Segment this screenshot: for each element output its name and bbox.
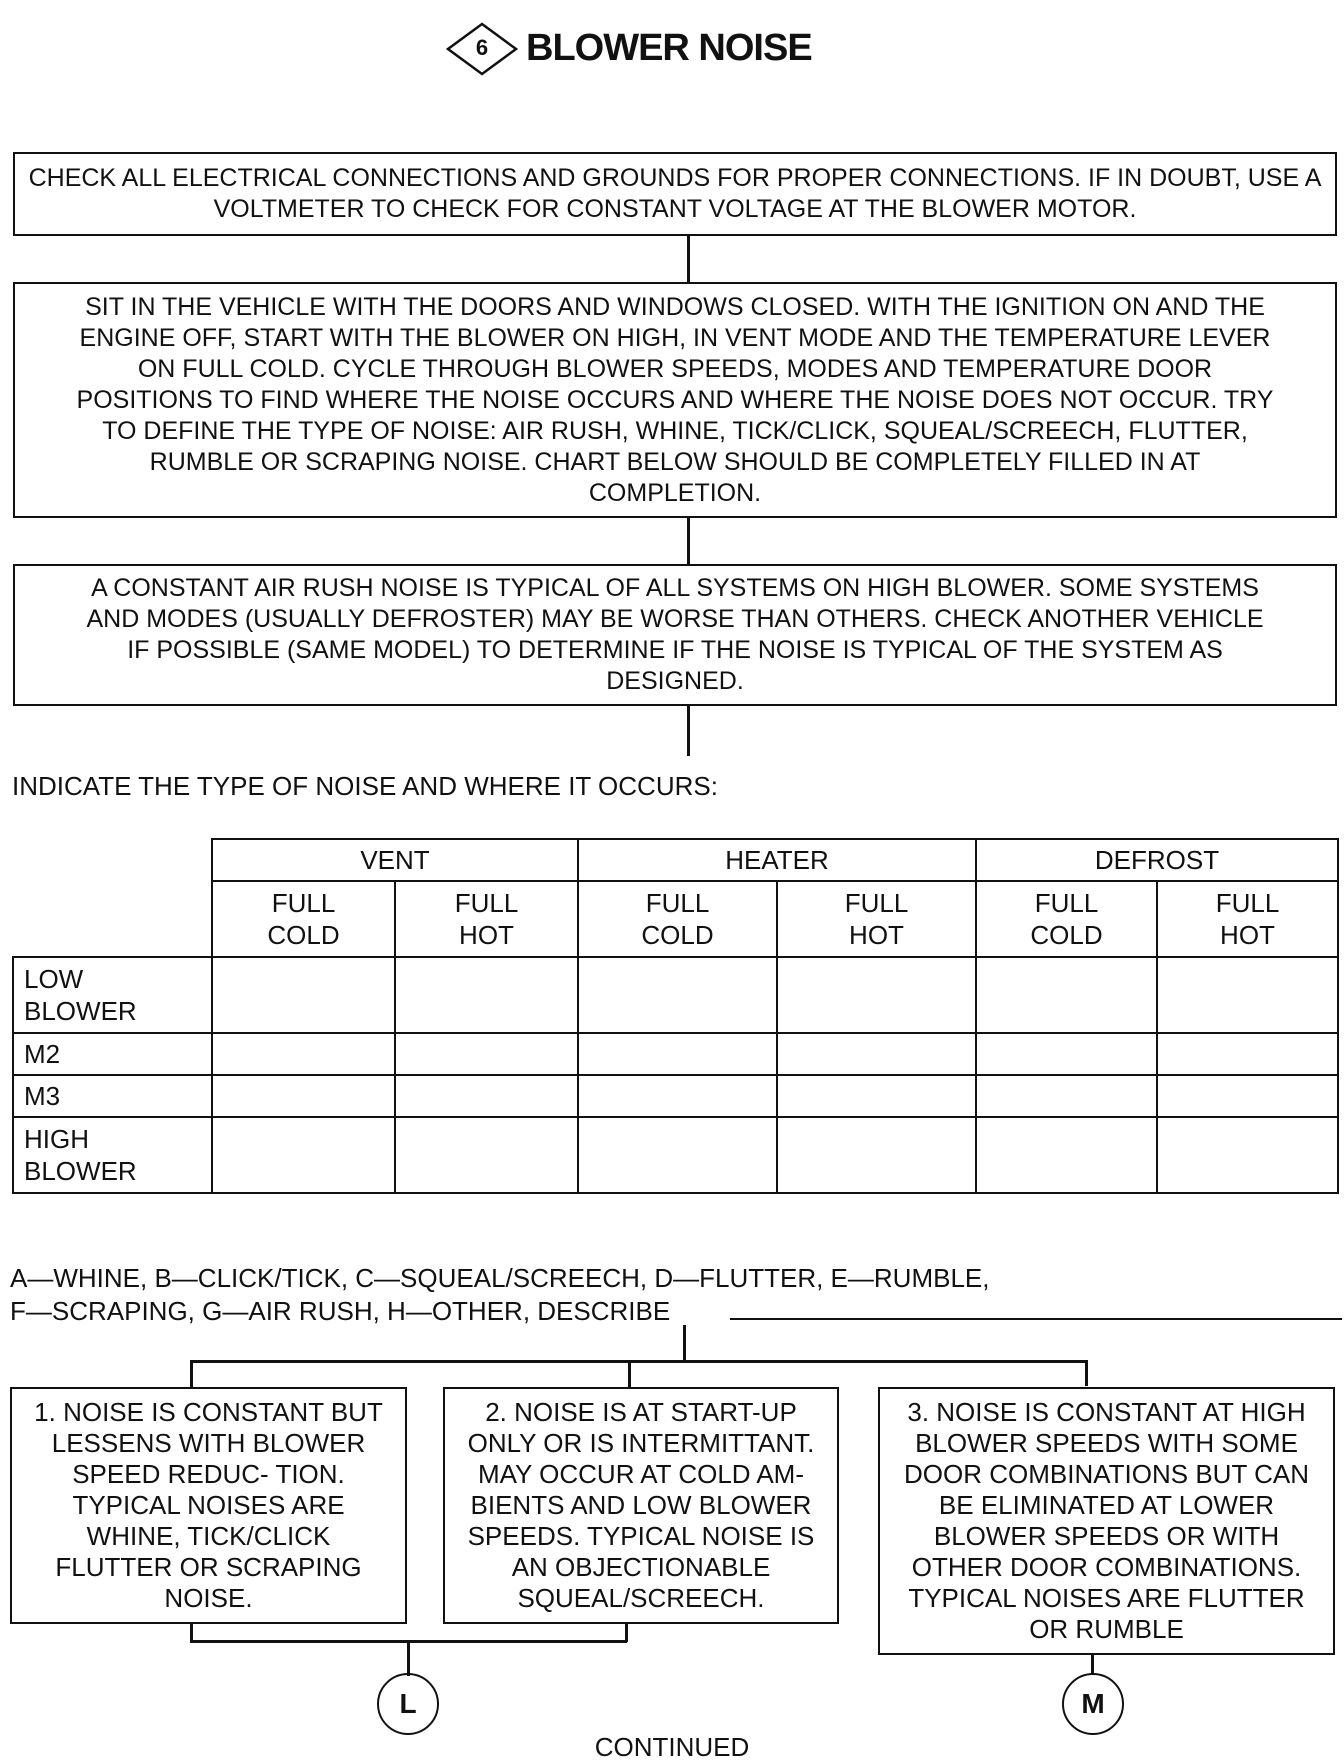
chart-cell[interactable] [1157,1033,1338,1075]
indicate-label: INDICATE THE TYPE OF NOISE AND WHERE IT OCCURS: [12,771,718,801]
page-title: BLOWER NOISE [526,27,812,69]
branch-drop [1085,1360,1088,1386]
table-row [13,957,1338,1033]
outcome-text-2: 2. NOISE IS AT START-UP ONLY OR IS INTERMITTANT. MAY OCCUR AT COLD AM- BIENTS AND LOW BLOWER SPEEDS. TYPICAL NOISE IS AN OBJECTIONABLE SQUEAL/SCREECH. [467,1397,815,1613]
legend-line-2: F—SCRAPING, G—AIR RUSH, H—OTHER, DESCRIBE [10,1296,671,1326]
constant-air-rush-text: A CONSTANT AIR RUSH NOISE IS TYPICAL OF ALL SYSTEMS ON HIGH BLOWER. SOME SYSTEMS AND MODES (USUALLY DEFROSTER) MAY BE WORSE THAN OTHERS. CHECK ANOTHER VEHICLE IF POSSIBLE (SAME MODEL) TO DETERMINE IF THE NOISE IS TYPICAL OF THE SYSTEM AS DESIGNED. [86,574,1264,695]
row-header: M2 [13,1033,212,1075]
table-row [13,1033,1338,1075]
sit-in-vehicle-text: SIT IN THE VEHICLE WITH THE DOORS AND WINDOWS CLOSED. WITH THE IGNITION ON AND THE ENGINE OFF, START WITH THE BLOWER ON HIGH, IN VENT MODE AND THE TEMPERATURE LEVER ON FULL COLD. CYCLE THROUGH BLOWER SPEEDS, MODES AND TEMPERATURE DOOR POSITIONS TO FIND WHERE THE NOISE OCCURS AND WHERE THE NOISE DOES NOT OCCUR. TRY TO DEFINE THE TYPE OF NOISE: AIR RUSH, WHINE, TICK/CLICK, SQUEAL/SCREECH, FLUTTER, RUMBLE OR SCRAPING NOISE. CHART BELOW SHOULD BE COMPLETELY FILLED IN AT COMPLETION. [76,292,1274,507]
mode-header-defrost: DEFROST [976,839,1338,881]
chart-cell[interactable] [395,957,578,1033]
chart-cell[interactable] [976,957,1157,1033]
chart-cell[interactable] [212,957,395,1033]
step-number: 6 [475,35,489,60]
chart-cell[interactable] [578,1075,777,1117]
branch-drop [190,1360,193,1388]
mode-header-vent: VENT [212,839,578,881]
chart-cell[interactable] [212,1075,395,1117]
chart-corner [13,839,212,881]
outcome-box-1 [10,1387,407,1624]
continued-label: CONTINUED [594,1732,750,1762]
temp-header: FULL COLD [212,881,395,957]
chart-cell[interactable] [395,1075,578,1117]
outcome-box-2 [443,1387,839,1624]
flow-line [683,1325,686,1361]
outcome-box-3 [878,1387,1335,1655]
branch-line [190,1360,1087,1363]
chart-cell[interactable] [212,1033,395,1075]
chart-cell[interactable] [777,1033,976,1075]
flow-line [687,706,690,756]
temp-header: FULL COLD [578,881,777,957]
chart-cell[interactable] [578,1117,777,1193]
table-row [13,1075,1338,1117]
temp-header: FULL COLD [976,881,1157,957]
chart-cell[interactable] [395,1117,578,1193]
connector-l[interactable]: L [377,1673,439,1735]
chart-cell[interactable] [976,1033,1157,1075]
temp-header: FULL HOT [777,881,976,957]
chart-cell[interactable] [1157,1117,1338,1193]
chart-cell[interactable] [976,1075,1157,1117]
chart-cell[interactable] [777,1117,976,1193]
constant-air-rush-box [13,564,1337,706]
temp-header: FULL HOT [395,881,578,957]
chart-cell[interactable] [777,1075,976,1117]
branch-drop [628,1360,631,1388]
flow-line [687,518,690,564]
mode-header-heater: HEATER [578,839,976,881]
chart-cell[interactable] [976,1117,1157,1193]
table-row [13,1117,1338,1193]
check-connections-text: CHECK ALL ELECTRICAL CONNECTIONS AND GROUNDS FOR PROPER CONNECTIONS. IF IN DOUBT, USE A VOLTMETER TO CHECK FOR CONSTANT VOLTAGE AT THE BLOWER MOTOR. [28,164,1322,223]
join-line [1091,1655,1094,1675]
chart-cell[interactable] [1157,957,1338,1033]
outcome-text-3: 3. NOISE IS CONSTANT AT HIGH BLOWER SPEEDS WITH SOME DOOR COMBINATIONS BUT CAN BE ELIMINATED AT LOWER BLOWER SPEEDS OR WITH OTHER DOOR COMBINATIONS. TYPICAL NOISES ARE FLUTTER OR RUMBLE [904,1397,1309,1644]
chart-corner [13,881,212,957]
row-header: M3 [13,1075,212,1117]
chart-cell[interactable] [395,1033,578,1075]
chart-cell[interactable] [578,1033,777,1075]
noise-chart [12,838,1339,1194]
check-connections-box [13,152,1337,236]
sit-in-vehicle-box [13,282,1337,518]
connector-m[interactable]: M [1062,1673,1124,1735]
flow-line [687,236,690,282]
legend-line-1: A—WHINE, B—CLICK/TICK, C—SQUEAL/SCREECH, D—FLUTTER, E—RUMBLE, [10,1263,990,1293]
outcome-text-1: 1. NOISE IS CONSTANT BUT LESSENS WITH BLOWER SPEED REDUC- TION. TYPICAL NOISES ARE WHINE, TICK/CLICK FLUTTER OR SCRAPING NOISE. [34,1397,383,1613]
describe-blank-line[interactable] [730,1318,1342,1320]
row-header: LOW BLOWER [13,957,212,1033]
row-header: HIGH BLOWER [13,1117,212,1193]
chart-cell[interactable] [578,957,777,1033]
chart-cell[interactable] [1157,1075,1338,1117]
chart-cell[interactable] [212,1117,395,1193]
temp-header: FULL HOT [1157,881,1338,957]
chart-cell[interactable] [777,957,976,1033]
join-line [407,1640,410,1676]
